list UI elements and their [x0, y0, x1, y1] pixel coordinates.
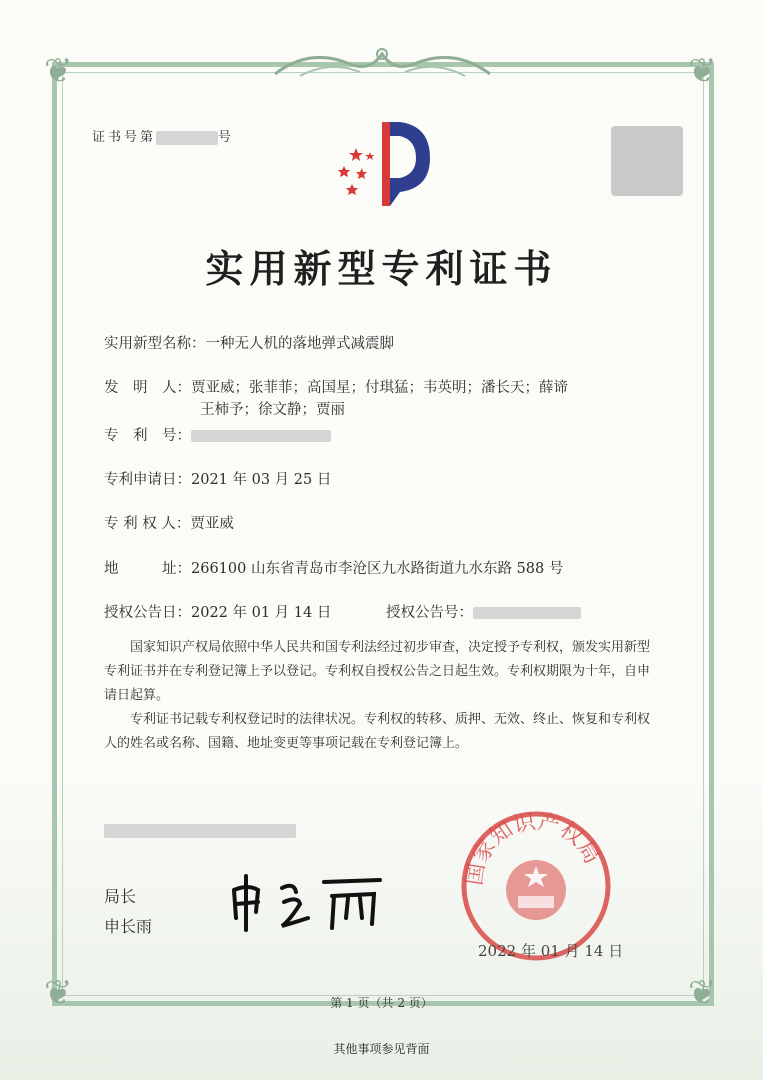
utility-model-name-label: 实用新型名称：: [104, 336, 206, 352]
certificate-number-prefix: 证书号第: [92, 130, 157, 145]
inventor-label: 发 明 人：: [104, 380, 191, 396]
inventors-line1: 贾亚威；张菲菲；高国星；付琪猛；韦英明；潘长天；薛谛: [191, 380, 568, 396]
page-title: 实用新型专利证书: [205, 246, 558, 291]
address: 266100 山东省青岛市李沧区九水路街道九水东路 588 号: [191, 561, 564, 577]
patentee-label: 专 利 权 人：: [104, 516, 191, 532]
application-date-row: [104, 468, 331, 489]
certificate-number-suffix: 号: [218, 130, 235, 145]
application-date-label: 专利申请日：: [104, 472, 191, 488]
announce-date: 2022 年 01 月 14 日: [191, 605, 332, 621]
certificate-number: [92, 126, 234, 145]
handwritten-signature-icon: [224, 868, 394, 932]
seal-text: 国家知识产权局: [462, 809, 605, 888]
seal-date: 2022 年 01 月 14 日: [478, 942, 624, 960]
redacted-line: [104, 824, 296, 838]
corner-ornament-icon: ❦: [44, 51, 73, 91]
utility-model-name-row: [104, 332, 394, 353]
announce-number-row: [386, 601, 581, 622]
page-number: 第 1 页（共 2 页）: [330, 996, 433, 1010]
body-paragraph-1: 国家知识产权局依照中华人民共和国专利法经过初步审查，决定授予专利权，颁发实用新型专利证书并在专利登记簿上予以登记。专利权自授权公告之日起生效。专利权期限为十年，自申请日起算。: [104, 640, 651, 703]
announce-date-row: [104, 601, 331, 622]
patentee-row: [104, 512, 234, 533]
utility-model-name: 一种无人机的落地弹式减震脚: [205, 336, 394, 352]
corner-ornament-icon: ❦: [688, 51, 717, 91]
patent-number-label: 专 利 号：: [104, 428, 191, 444]
redacted-patent-number: [191, 430, 331, 442]
cnipa-logo-icon: [330, 118, 440, 210]
top-ornament-icon: [270, 42, 495, 82]
body-paragraph-2: 专利证书记载专利权登记时的法律状况。专利权的转移、质押、无效、终止、恢复和专利权人的姓名或名称、国籍、地址变更等事项记载在专利登记簿上。: [104, 712, 651, 751]
announce-date-label: 授权公告日：: [104, 605, 191, 621]
corner-ornament-icon: ❦: [688, 973, 717, 1013]
signature-name: 申长雨: [104, 917, 153, 936]
qr-code-redacted: [611, 126, 683, 196]
signature-title: 局长: [104, 887, 137, 906]
back-note: 其他事项参见背面: [333, 1042, 430, 1056]
inventor-row: [104, 376, 568, 397]
redacted-number: [156, 131, 218, 145]
application-date: 2021 年 03 月 25 日: [191, 472, 332, 488]
redacted-announce-number: [473, 607, 581, 619]
address-row: [104, 557, 563, 578]
patentee: 贾亚威: [190, 516, 234, 532]
corner-ornament-icon: ❦: [44, 973, 73, 1013]
announce-number-label: 授权公告号：: [386, 605, 473, 621]
inventors-line2: 王柿予；徐文静；贾丽: [200, 402, 345, 418]
address-label: 地 址：: [104, 561, 191, 577]
patent-number-row: [104, 424, 331, 445]
